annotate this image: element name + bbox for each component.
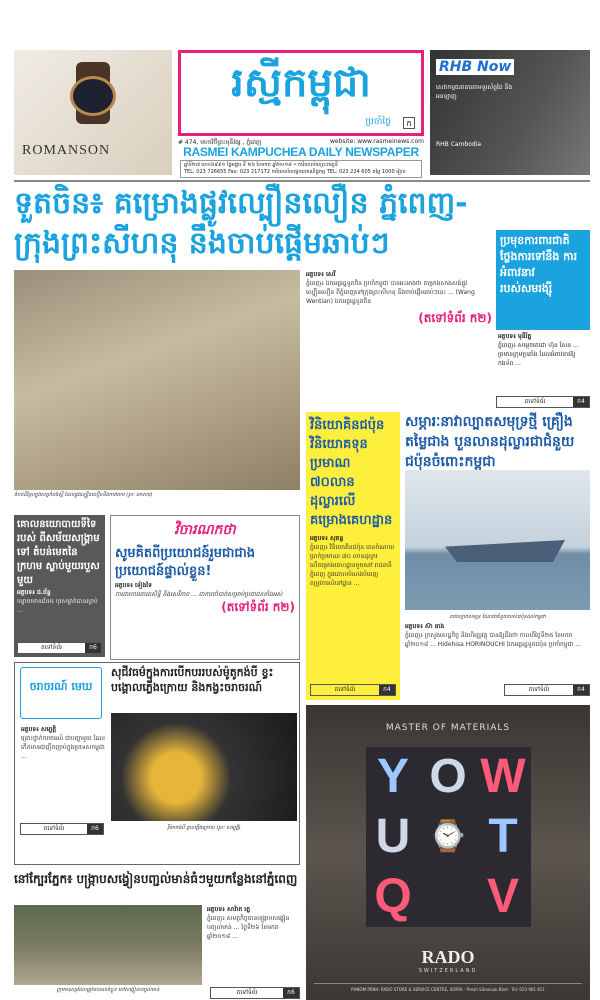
bottom-page-ref[interactable] bbox=[210, 987, 300, 999]
bottom-headline[interactable]: នៅក្បែរភ្នែក៖ បង្ក្រាបសង្វៀនបញ្ជល់មាន់ធំៗមួយកន្លែងនៅភ្នំពេញ bbox=[14, 872, 298, 886]
rado-brand: RADO bbox=[421, 947, 475, 967]
english-name: RASMEI KAMPUCHEA DAILY NEWSPAPER bbox=[183, 145, 419, 159]
neon-letter: W bbox=[480, 750, 526, 803]
rado-footer: PHNOM PENH: RADO STORE & SERVICE CENTRE, SORYA · Preah Sihanouk Blvd · Tel: 023 901 811 bbox=[314, 983, 582, 992]
traffic-photo bbox=[111, 713, 297, 821]
rhb-ad[interactable] bbox=[430, 50, 590, 175]
page-label: តទៅទំព័រ bbox=[43, 825, 65, 832]
traffic-logo: ចរាចរណ៍ មេឃ bbox=[20, 667, 102, 719]
gray-title[interactable]: គោលនយោបាយទីទៃរបស់ ពីសម័យសង្គ្រាមទៅ តំបន់មេតនៃក្រហម ស្លាប់មួយរបួសមួយ bbox=[17, 519, 100, 586]
bottom-caption: ក្រុមមនុស្សដែលត្រូវបានឃាត់ខ្លួន នៅសង្វៀនបញ្ជល់មាន់ bbox=[56, 987, 160, 993]
neon-letter: V bbox=[486, 870, 519, 923]
editorial-byline: អត្ថបទ៖ ទៀងទៃ bbox=[115, 582, 152, 589]
logo-mark: ក bbox=[403, 117, 415, 129]
ad-brand: ROMANSON bbox=[22, 143, 111, 158]
neon-letter: Q bbox=[374, 870, 412, 923]
page-number: ក4 bbox=[573, 397, 589, 407]
ship-hull bbox=[445, 540, 565, 562]
masthead bbox=[178, 50, 424, 136]
editorial-section: វិចារណកថា bbox=[174, 522, 236, 538]
traffic-body: គ្រោះថ្នាក់ចរាចរណ៍ ជាបញ្ហាមួយ ដែលកើតមានជាញឹកញាប់ក្នុងប្រទេសកម្ពុជា ... bbox=[21, 735, 105, 760]
yellow-story bbox=[306, 412, 400, 700]
rado-ad[interactable] bbox=[306, 705, 590, 1000]
yellow-page-ref[interactable] bbox=[310, 684, 396, 696]
rado-country: SWITZERLAND bbox=[418, 968, 478, 974]
bottom-body: ភ្នំពេញ៖ សមត្ថកិច្ចបានបង្ក្រាបសង្វៀនបញ្ជល់មាន់ ... ថ្ងៃទី២៦ ខែមករា ឆ្នាំ២០១៨ ... bbox=[207, 915, 290, 940]
lead-article bbox=[306, 270, 492, 328]
romanson-ad[interactable] bbox=[14, 50, 172, 175]
ship-headline[interactable]: សម្ភារៈនាវាល្បាតសមុទ្រថ្មី គ្រឿងតម្លៃជាង បួនលានដុល្លារជាជំនួយជប៉ុនចំពោះកម្ពុជា bbox=[405, 414, 575, 470]
rhb-text: សេវាកម្មធនាគារតាមទូរស័ព្ទដៃ និង អនឡាញ bbox=[436, 84, 513, 100]
gray-body: បន្ទាយមានជ័យ៖ បុរសម្នាក់បានស្លាប់ ... bbox=[17, 598, 98, 614]
newspaper-logo: រស្មីកម្ពុជា bbox=[231, 60, 371, 106]
page-number: ក6 bbox=[87, 824, 103, 834]
gray-page-ref[interactable] bbox=[17, 642, 102, 654]
yellow-body: ភ្នំពេញ៖ វិនិយោគិនជប៉ុន បានចំណាយប្រាក់ប្រមាណ ៧០ លានដុល្លារ លើគម្រោងគេហដ្ឋានមួយនៅ រាជធានីភ្នំពេញ ក្នុងគោលបំណងបំពេញតម្រូវការលំនៅដ្ឋាន ... bbox=[310, 544, 395, 587]
page-label: តទៅទំព័រ bbox=[528, 686, 550, 693]
yellow-byline: អត្ថបទ៖ សុគន្ធ bbox=[310, 535, 344, 542]
traffic-page-ref[interactable] bbox=[20, 823, 104, 835]
rado-tagline: MASTER OF MATERIALS bbox=[385, 723, 511, 733]
ship-byline: អត្ថបទ៖ ស៊ា នាង bbox=[405, 623, 445, 630]
lead-byline: អត្ថបទ៖ សេរី bbox=[306, 271, 336, 278]
ship-photo bbox=[405, 470, 590, 610]
neon-letter: T bbox=[488, 810, 518, 863]
address: # 474, មហាវិថីព្រះមុនីវង្ស , ភ្នំពេញ bbox=[178, 139, 262, 146]
editorial-continued[interactable]: (តទៅទំព័រ ក២) bbox=[221, 600, 295, 614]
ship-caption: នាវាល្បាតសមុទ្រ ដែលជាជំនួយរបស់ជប៉ុនដល់កម្ពុជា bbox=[449, 614, 546, 620]
divider bbox=[14, 180, 590, 182]
website-link[interactable]: website: www.rasmeinews.com bbox=[330, 138, 424, 145]
teaser-body: ភ្នំពេញ៖ សម្ដេចតេជោ ហ៊ុន សែន ... ព្រមានក្រុមប្រឆាំង ដែលអំពាវនាវឱ្យកងទ័ព ... bbox=[498, 342, 579, 367]
traffic-article bbox=[21, 725, 105, 761]
watch-icon: ⌚ bbox=[429, 820, 467, 853]
issue-line-1: ឆ្នាំទី២៧ លេខ៦៩៩១ ថ្ងៃអង្គារ ទី ២៦ ខែមករា ឆ្នាំ២០១៨ • ការិយាល័យព្រះរាជ្យទី bbox=[184, 162, 338, 168]
issue-line-2: TEL: 023 726655 Fax: 023 217172 ការិយាល័យផ្សាយពាណិជ្ជកម្ម TEL: 023 224 605 តម្លៃ 1000 រៀល bbox=[184, 169, 406, 175]
editorial-body: ការពារការគោរពសិទ្ធិ និងសេរីភាព ... ជាការចាំបាច់សម្រាប់ប្រជាជនទាំងអស់ bbox=[115, 591, 283, 598]
page-number: ក6 bbox=[85, 643, 101, 653]
lead-body: ភ្នំពេញ៖ ឯកអគ្គរដ្ឋទូតចិន ប្រចាំកម្ពុជា បានអះអាងថា គម្រោងសាងសង់ផ្លូវល្បឿនលឿន ពីភ្នំពេញទៅក្រុងព្រះសីហនុ នឹងចាប់ផ្តើមឆាប់ៗនេះ ... (Wang Wentian) ឯកអគ្គរដ្ឋទូតចិន bbox=[306, 280, 475, 305]
traffic-story bbox=[14, 662, 300, 865]
teaser-page-ref[interactable] bbox=[496, 396, 590, 408]
ship-article bbox=[405, 622, 590, 649]
page-label: តទៅទំព័រ bbox=[236, 989, 258, 996]
neon-letter: U bbox=[375, 810, 411, 863]
teaser-title[interactable]: ប្រមុខការពារជាតិ ថ្លែងការទៅនឹង ការអំពាវនាវ របស់សមរង្ស៊ី bbox=[496, 230, 590, 330]
page-label: តទៅទំព័រ bbox=[41, 644, 62, 651]
ship-body: ភ្នំពេញ៖ ក្រសួងសេដ្ឋកិច្ច និងហិរញ្ញវត្ថុ បានឱ្យដឹងថា កាលពីថ្ងៃទី២៥ ខែមករា ឆ្នាំ២០១៨ ... Hidehisa HORINOUCHI ឯកអគ្គរដ្ឋទូតជប៉ុន ប្រចាំកម្ពុជា ... bbox=[405, 632, 582, 648]
rhb-contact: RHB Cambodia bbox=[436, 141, 482, 148]
ship-page-ref[interactable] bbox=[504, 684, 590, 696]
neon-letter: O bbox=[429, 750, 467, 803]
bottom-photo bbox=[14, 905, 202, 985]
traffic-headline[interactable]: សុជីវធម៌ក្នុងការបើកបររបស់ម៉ូតូកង់បី ខ្វះបង្គោលភ្លើងក្រោយ និងកង្វះចរាចរណ៍ bbox=[111, 666, 274, 694]
lead-continued[interactable]: (តទៅទំព័រ ក២) bbox=[418, 311, 492, 325]
gray-story bbox=[14, 515, 105, 657]
neon-blank bbox=[421, 867, 476, 927]
lead-headline[interactable]: ទួតចិន៖ គម្រោងផ្លូវល្បឿនលឿន ភ្នំពេញ-ក្រុងព្រះសីហនុ នឹងចាប់ផ្តើមឆាប់ៗ bbox=[14, 186, 468, 261]
logo-sub: ប្រចាំថ្ងៃ bbox=[365, 117, 391, 127]
page-label: តទៅទំព័រ bbox=[524, 398, 546, 405]
lead-caption: តំបន់ដីស្រែក្នុងខេត្តកំពង់ស្ពឺ ដែលផ្លូវល្បឿនលឿននឹងកាត់តាម (រូបៈ ឯកសារ) bbox=[14, 492, 153, 498]
neon-letters bbox=[366, 747, 531, 927]
editorial-title[interactable]: សូមគិតពីប្រយោជន៍រួមជាជាងប្រយោជន៍ផ្ទាល់ខ្លួន! bbox=[115, 546, 256, 579]
teaser-byline: អត្ថបទ៖ មុនីរ័ត្ន bbox=[498, 333, 532, 340]
page-number: ក4 bbox=[573, 685, 589, 695]
issue-info bbox=[180, 160, 422, 178]
page-number: ក4 bbox=[379, 685, 395, 695]
rhb-logo: RHB Now bbox=[436, 59, 514, 75]
yellow-title[interactable]: វិនិយោគិនជប៉ុន វិនិយោគទុនប្រមាណ ៧០លានដុល្លារលើ គម្រោងគេហដ្ឋាន bbox=[310, 418, 393, 528]
watch-face bbox=[70, 76, 116, 116]
traffic-caption: រ៉ឺម៉កកង់បី គ្មានភ្លើងក្រោយ (រូបៈ សម្បត្តិ) bbox=[167, 825, 241, 831]
editorial-box bbox=[110, 515, 300, 660]
bottom-article bbox=[207, 905, 300, 941]
gray-byline: អត្ថបទ៖ ជ.ច័ន្ទ bbox=[17, 589, 51, 596]
lead-photo bbox=[14, 270, 300, 490]
page-number: ក6 bbox=[283, 988, 299, 998]
neon-letter: Y bbox=[376, 750, 409, 803]
bottom-byline: អត្ថបទ៖ សាវ៉ាត រត្ន bbox=[207, 906, 250, 913]
page-label: តទៅទំព័រ bbox=[334, 686, 356, 693]
traffic-byline: អត្ថបទ៖ សម្បត្តិ bbox=[21, 726, 57, 733]
